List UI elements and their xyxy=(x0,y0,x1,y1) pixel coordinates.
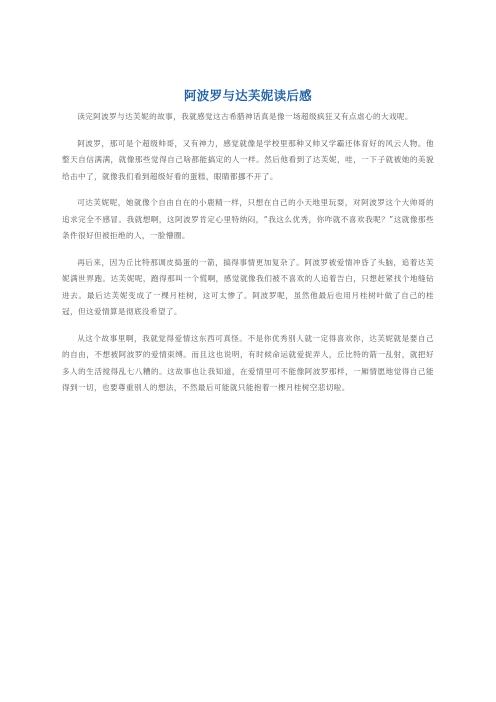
paragraph-3: 可达芙妮呢，她就像个自由自在的小鹿精一样，只想在自己的小天地里玩耍，对阿波罗这个大帅哥的追求完全不感冒。我就想啊，这阿波罗肯定心里特纳闷，“我这么优秀，你咋就不喜欢我呢？”这就像那些条件很好但被拒绝的人，一脸懵圈。 xyxy=(62,198,434,240)
paragraph-2: 阿波罗，那可是个超级帅哥，又有神力，感觉就像是学校里那种又帅又学霸还体育好的风云人物。他整天自信满满，就像那些觉得自己啥都能搞定的人一样。然后他看到了达芙妮，哇，一下子就被她的美貌给击中了，就像我们看到超级好看的蛋糕，眼睛都挪不开了。 xyxy=(62,138,434,181)
document-title: 阿波罗与达芙妮读后感 xyxy=(183,88,312,103)
paragraph-4: 再后来，因为丘比特那调皮捣蛋的一箭，搞得事情更加复杂了。阿波罗被爱情冲昏了头脑，追着达芙妮满世界跑。达芙妮呢，跑得那叫一个慌啊，感觉就像我们被不喜欢的人追着告白，只想赶紧找个地缝钻进去。最后达芙妮变成了一棵月桂树，这可太惨了。阿波罗呢，虽然他最后也用月桂树叶做了自己的桂冠，但这爱情算是彻底没希望了。 xyxy=(62,257,434,316)
paragraph-5: 从这个故事里啊，我就觉得爱情这东西可真怪。不是你优秀别人就一定得喜欢你，达芙妮就是要自己的自由，不想被阿波罗的爱情束缚。而且这也说明，有时候命运就爱捉弄人，丘比特的箭一乱射，就把好多人的生活搅得乱七八糟的。这故事也让我知道，在爱情里可不能像阿波罗那样，一厢情愿地觉得自己能得到一切，也要尊重别人的想法，不然最后可能就只能抱着一棵月桂树空悲切啦。 xyxy=(62,333,434,392)
paragraph-1: 读完阿波罗与达芙妮的故事，我就感觉这古希腊神话真是像一场超级疯狂又有点虐心的大戏呢。 xyxy=(77,112,413,121)
